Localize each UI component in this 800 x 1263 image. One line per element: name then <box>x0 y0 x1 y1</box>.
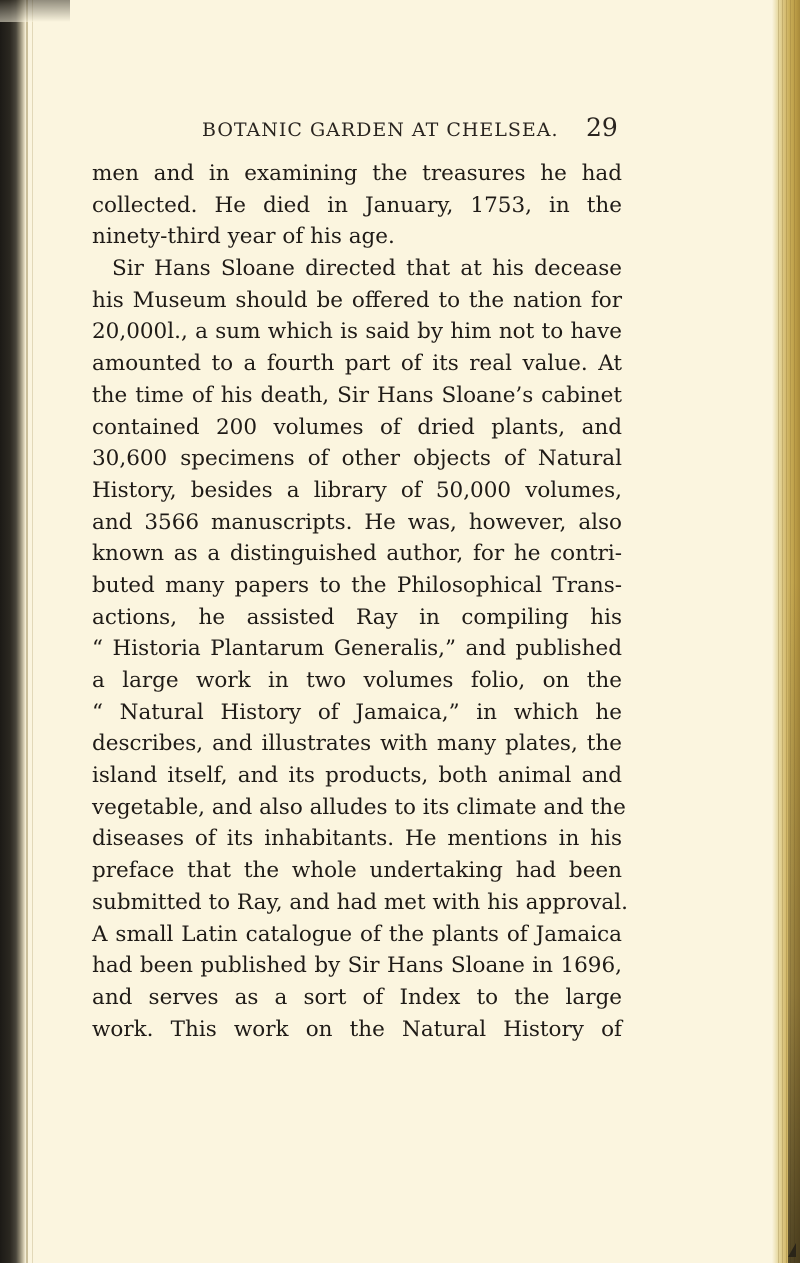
text-line: amounted to a fourth part of its real value. At <box>92 351 622 377</box>
page-stack-shadow <box>788 580 800 1263</box>
text-line: 30,600 specimens of other objects of Natural <box>92 446 622 472</box>
text-line: vegetable, and also alludes to its climate and the <box>92 794 626 820</box>
text-line: diseases of its inhabitants. He mentions in his <box>92 826 622 852</box>
text-line: a large work in two volumes folio, on the <box>92 668 622 693</box>
text-line: work. This work on the Natural History of <box>92 1016 622 1042</box>
text-line: buted many papers to the Philosophical Trans- <box>92 572 622 598</box>
corner-shadow <box>0 0 70 22</box>
gutter-line-inner <box>32 0 33 1263</box>
text-line: known as a distinguished author, for he contri- <box>92 541 622 567</box>
running-head: BOTANIC GARDEN AT CHELSEA. <box>202 119 559 141</box>
text-line: actions, he assisted Ray in compiling his <box>92 604 622 630</box>
text-line: contained 200 volumes of dried plants, and <box>92 414 622 440</box>
text-line: the time of his death, Sir Hans Sloane’s cabinet <box>92 382 622 408</box>
text-line: and 3566 manuscripts. He was, however, also <box>92 509 622 535</box>
text-line: preface that the whole undertaking had been <box>92 858 622 884</box>
text-line: “ Historia Plantarum Generalis,” and published <box>92 636 622 662</box>
text-line: his Museum should be offered to the nation for <box>92 287 622 313</box>
binding-edge <box>0 0 26 1263</box>
text-line: A small Latin catalogue of the plants of Jamaica <box>92 921 622 947</box>
text-line: 20,000l., a sum which is said by him not to have <box>92 319 622 345</box>
text-line: describes, and illustrates with many plates, the <box>92 731 622 757</box>
page-number: 29 <box>586 113 618 142</box>
text-line: island itself, and its products, both animal and <box>92 763 622 789</box>
text-line: “ Natural History of Jamaica,” in which he <box>92 699 622 725</box>
text-line: collected. He died in January, 1753, in the <box>92 192 622 218</box>
body-text <box>92 158 628 1045</box>
text-line: History, besides a library of 50,000 volumes, <box>92 477 622 503</box>
text-line: Sir Hans Sloane directed that at his decease <box>112 256 622 282</box>
text-line: ninety-third year of his age. <box>92 224 395 250</box>
text-line: submitted to Ray, and had met with his approval. <box>92 889 628 915</box>
gutter-line <box>26 0 28 1263</box>
text-line: and serves as a sort of Index to the large <box>92 984 622 1010</box>
text-line: men and in examining the treasures he had <box>92 161 622 186</box>
text-line: had been published by Sir Hans Sloane in 1696, <box>92 953 622 979</box>
corner-arrow-icon <box>788 1243 796 1257</box>
page-header <box>0 113 800 153</box>
